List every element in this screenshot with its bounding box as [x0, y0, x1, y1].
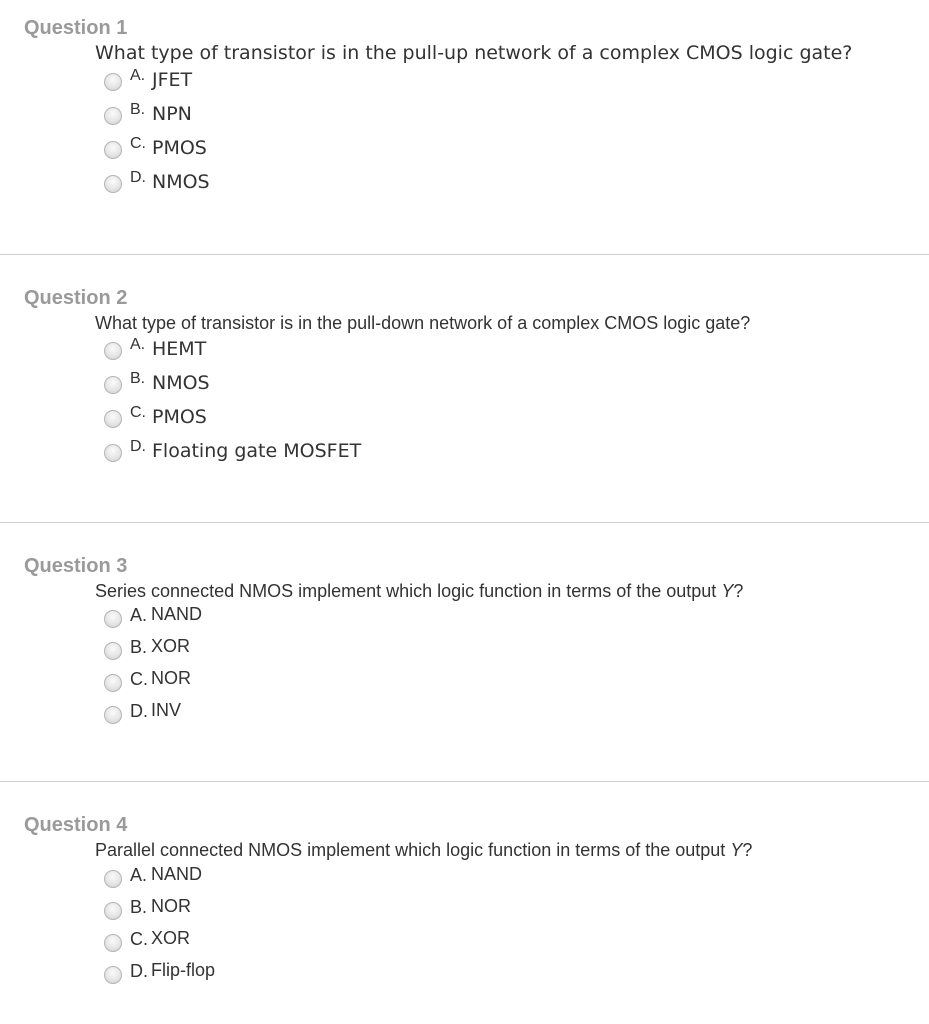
option-letter: B.: [130, 637, 148, 657]
option-text: HEMT: [152, 338, 207, 360]
question-title: Question 2: [24, 287, 128, 309]
option-letter: C.: [130, 135, 146, 152]
option-text: NMOS: [152, 372, 210, 394]
radio-button[interactable]: [104, 902, 122, 920]
option-text: NMOS: [152, 171, 210, 193]
option-text: NOR: [151, 668, 191, 688]
option-text: INV: [151, 700, 182, 720]
option-letter: C.: [130, 404, 146, 421]
radio-button[interactable]: [104, 610, 122, 628]
question-mark: ?: [742, 840, 753, 860]
question-title: Question 1: [24, 17, 128, 39]
option-letter: D.: [130, 438, 146, 455]
question-text: [95, 839, 752, 861]
radio-button[interactable]: [104, 934, 122, 952]
option-letter: B.: [130, 897, 148, 917]
option-letter: D.: [130, 169, 146, 186]
option-text: JFET: [152, 69, 193, 91]
output-variable: Y: [721, 581, 734, 601]
option-text: PMOS: [152, 406, 207, 428]
radio-button[interactable]: [104, 107, 122, 125]
output-variable: Y: [730, 840, 743, 860]
radio-button[interactable]: [104, 73, 122, 91]
option-letter: C.: [130, 929, 148, 949]
option-letter: A.: [130, 336, 146, 353]
option-letter: D.: [130, 961, 148, 981]
question-mark: ?: [733, 581, 744, 601]
question-text-main: Parallel connected NMOS implement which logic function in terms of the output: [95, 840, 731, 860]
question-title: Question 3: [24, 555, 128, 577]
option-text: Floating gate MOSFET: [152, 440, 362, 462]
question-text: What type of transistor is in the pull-up network of a complex CMOS logic gate?: [95, 42, 853, 64]
option-text: NAND: [151, 604, 203, 624]
question-divider: [0, 522, 929, 523]
question-divider: [0, 781, 929, 782]
option-text: XOR: [151, 636, 191, 656]
radio-button[interactable]: [104, 706, 122, 724]
option-letter: A.: [130, 67, 146, 84]
option-text: NPN: [152, 103, 192, 125]
option-text: PMOS: [152, 137, 207, 159]
option-text: Flip-flop: [151, 960, 216, 980]
question-text-main: Series connected NMOS implement which logic function in terms of the output: [95, 581, 722, 601]
question-title: Question 4: [24, 814, 128, 836]
option-text: XOR: [151, 928, 191, 948]
radio-button[interactable]: [104, 444, 122, 462]
question-divider: [0, 254, 929, 255]
option-letter: A.: [130, 865, 148, 885]
option-letter: D.: [130, 701, 148, 721]
option-letter: B.: [130, 101, 146, 118]
radio-button[interactable]: [104, 141, 122, 159]
option-text: NOR: [151, 896, 191, 916]
radio-button[interactable]: [104, 674, 122, 692]
option-letter: A.: [130, 605, 148, 625]
option-letter: C.: [130, 669, 148, 689]
radio-button[interactable]: [104, 642, 122, 660]
radio-button[interactable]: [104, 410, 122, 428]
radio-button[interactable]: [104, 870, 122, 888]
radio-button[interactable]: [104, 175, 122, 193]
option-text: NAND: [151, 864, 203, 884]
radio-button[interactable]: [104, 342, 122, 360]
radio-button[interactable]: [104, 376, 122, 394]
radio-button[interactable]: [104, 966, 122, 984]
option-letter: B.: [130, 370, 146, 387]
question-text: [95, 580, 743, 602]
question-text: What type of transistor is in the pull-down network of a complex CMOS logic gate?: [95, 313, 751, 333]
